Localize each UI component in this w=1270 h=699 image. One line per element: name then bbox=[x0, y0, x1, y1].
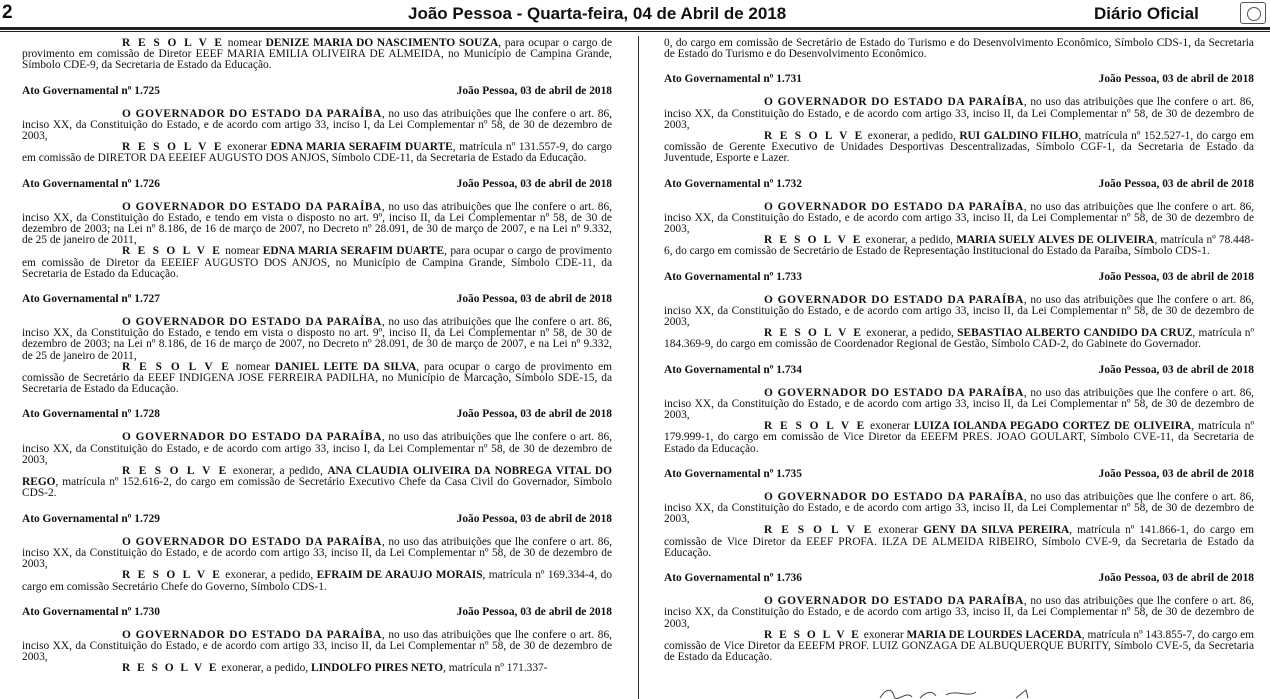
resolution-verb: exonerar bbox=[223, 141, 271, 154]
act-heading bbox=[664, 572, 1254, 584]
act-date: João Pessoa, 03 de abril de 2018 bbox=[456, 84, 612, 97]
person-name: EFRAIM DE ARAUJO MORAIS bbox=[316, 569, 483, 582]
person-name: EDNA MARIA SERAFIM DUARTE bbox=[262, 245, 445, 258]
resolution-verb: nomear bbox=[230, 360, 275, 373]
preamble-text: , no uso das atribuições que lhe confere o art. 86, inciso XX, da Constituição do Estado, e de acordo com artigo 33, inciso II, da Lei Complementar nº 58, de 30 de dezembro de 2003, bbox=[664, 96, 1254, 131]
person-name: SEBASTIAO ALBERTO CANDIDO DA CRUZ bbox=[957, 327, 1193, 340]
resolution-text: , matrícula nº 169.334-4, do cargo em comissão Secretário Chefe do Governo, Símbolo CDS-1. bbox=[22, 569, 613, 593]
act-1728 bbox=[22, 408, 612, 499]
act-number: Ato Governamental nº 1.731 bbox=[664, 73, 802, 86]
resolve-keyword: R E S O L V E bbox=[122, 245, 222, 258]
resolution-verb: exonerar bbox=[866, 420, 914, 433]
governor-heading: O GOVERNADOR DO ESTADO DA PARAÍBA bbox=[764, 96, 1024, 109]
act-resolution bbox=[22, 246, 612, 280]
governor-heading: O GOVERNADOR DO ESTADO DA PARAÍBA bbox=[122, 200, 382, 213]
governor-heading: O GOVERNADOR DO ESTADO DA PARAÍBA bbox=[122, 535, 382, 548]
act-resolution bbox=[664, 235, 1254, 257]
act-number: Ato Governamental nº 1.734 bbox=[664, 363, 802, 376]
act-heading bbox=[22, 85, 612, 97]
intro-text-2: , para ocupar o cargo de provimento em comissão de Diretor EEEF MARIA EMILIA OLIVEIRA DE ALMEIDA, no Município de Campina Grande, Símbolo CDE-9, da Secretaria de Estado da Educação. bbox=[22, 37, 612, 72]
act-resolution bbox=[664, 328, 1254, 350]
act-1730 bbox=[22, 606, 612, 675]
act-date: João Pessoa, 03 de abril de 2018 bbox=[1098, 363, 1254, 376]
column-divider bbox=[638, 36, 639, 699]
header-rule-thin bbox=[0, 31, 1270, 32]
person-name: MARIA DE LOURDES LACERDA bbox=[906, 628, 1082, 641]
act-number: Ato Governamental nº 1.728 bbox=[22, 408, 160, 421]
act-preamble bbox=[664, 295, 1254, 329]
person-name: EDNA MARIA SERAFIM DUARTE bbox=[270, 141, 453, 154]
act-date: João Pessoa, 03 de abril de 2018 bbox=[1098, 270, 1254, 283]
page-number: 2 bbox=[2, 2, 13, 23]
right-column bbox=[664, 38, 1254, 663]
governor-heading: O GOVERNADOR DO ESTADO DA PARAÍBA bbox=[764, 293, 1024, 306]
preamble-text: , no uso das atribuições que lhe confere o art. 86, inciso XX, da Constituição do Estado, e de acordo com artigo 33, inciso I, da Lei Complementar nº 58, de 30 de dezembro de 2003, bbox=[22, 431, 612, 466]
act-1729 bbox=[22, 513, 612, 593]
person-name: MARIA SUELY ALVES DE OLIVEIRA bbox=[956, 234, 1155, 247]
act-preamble bbox=[22, 432, 612, 466]
act-1735 bbox=[664, 468, 1254, 559]
act-heading bbox=[22, 293, 612, 305]
resolve-keyword: R E S O L V E bbox=[122, 569, 222, 582]
act-heading bbox=[22, 513, 612, 525]
act-1736 bbox=[664, 572, 1254, 663]
person-name: DENIZE MARIA DO NASCIMENTO SOUZA bbox=[265, 37, 499, 49]
act-number: Ato Governamental nº 1.727 bbox=[22, 293, 160, 306]
act-heading bbox=[664, 271, 1254, 283]
preamble-text: , no uso das atribuições que lhe confere o art. 86, inciso XX, da Constituição do Estado, e de acordo com artigo 33, inciso II, da Lei Complementar nº 58, de 30 de dezembro de 2003, bbox=[664, 293, 1254, 329]
resolution-verb: exonerar, a pedido, bbox=[218, 662, 312, 675]
resolve-keyword: R E S O L V E bbox=[764, 327, 863, 340]
act-preamble bbox=[22, 537, 612, 571]
act-number: Ato Governamental nº 1.735 bbox=[664, 467, 802, 480]
act-preamble bbox=[22, 202, 612, 247]
resolution-text: , matrícula nº 152.527-1, do cargo em comissão de Gerente Executivo de Unidades Desportivas Descentralizadas, Símbolo CGF-1, da Secretaria de Estado da Juventude, Esporte e Lazer. bbox=[664, 130, 1255, 165]
resolution-verb: exonerar, a pedido, bbox=[228, 465, 328, 478]
act-resolution bbox=[22, 362, 612, 396]
act-resolution bbox=[664, 131, 1254, 165]
act-resolution bbox=[22, 570, 612, 592]
act-date: João Pessoa, 03 de abril de 2018 bbox=[1098, 73, 1254, 86]
resolution-text: , matrícula nº 78.448-6, do cargo em comissão de Secretário de Estado de Representação Institucional do Estado da Paraíba, Símbolo CDS-1. bbox=[664, 234, 1255, 258]
act-date: João Pessoa, 03 de abril de 2018 bbox=[456, 512, 612, 525]
act-date: João Pessoa, 03 de abril de 2018 bbox=[1098, 177, 1254, 190]
act-resolution bbox=[664, 421, 1254, 455]
preamble-text: , no uso das atribuições que lhe confere o art. 86, inciso XX, da Constituição do Estado, e de acordo com artigo 33, inciso II, da Lei Complementar nº 58, de 30 de dezembro de 2003, bbox=[664, 200, 1254, 236]
person-name: GENY DA SILVA PEREIRA bbox=[923, 524, 1070, 537]
act-date: João Pessoa, 03 de abril de 2018 bbox=[456, 408, 612, 421]
act-resolution bbox=[22, 466, 612, 500]
intro-text-1: nomear bbox=[223, 37, 266, 49]
act-number: Ato Governamental nº 1.730 bbox=[22, 605, 160, 618]
governor-heading: O GOVERNADOR DO ESTADO DA PARAÍBA bbox=[122, 107, 382, 120]
act-1727 bbox=[22, 293, 612, 395]
resolve-keyword: R E S O L V E bbox=[122, 360, 231, 373]
preamble-text: , no uso das atribuições que lhe confere o art. 86, inciso XX, da Constituição do Estado, e tendo em vista o disposto no art. 9º, inciso II, da Lei Complementar nº 58, de 30 de dezembro de 2003; na Lei nº 8.186, de 16 de março de 2007, no Decreto nº 28.091, de 30 de março de 2007, e na Lei nº 9.332, de 25 de janeiro de 2011, bbox=[22, 316, 612, 362]
act-heading bbox=[664, 178, 1254, 190]
act-1733 bbox=[664, 271, 1254, 351]
left-column bbox=[22, 38, 612, 675]
act-1725 bbox=[22, 85, 612, 165]
act-preamble bbox=[664, 492, 1254, 526]
person-name: LINDOLFO PIRES NETO bbox=[311, 662, 444, 675]
resolution-text: , matrícula nº 141.866-1, do cargo em comissão de Vice Diretor da EEEF PROFA. ILZA DE ALMEIDA RIBEIRO, Símbolo CVE-9, da Secretaria de Estado da Educação. bbox=[664, 524, 1254, 559]
resolution-verb: exonerar bbox=[873, 524, 924, 537]
governor-heading: O GOVERNADOR DO ESTADO DA PARAÍBA bbox=[764, 386, 1024, 399]
person-name: RUI GALDINO FILHO bbox=[959, 130, 1079, 143]
act-resolution bbox=[22, 142, 612, 164]
resolution-text: , matrícula nº 131.557-9, do cargo em comissão de DIRETOR DA EEEIEF AUGUSTO DOS ANJOS, Símbolo CDE-11, da Secretaria de Estado da Educação. bbox=[22, 141, 612, 165]
governor-heading: O GOVERNADOR DO ESTADO DA PARAÍBA bbox=[122, 628, 382, 641]
resolution-verb: exonerar, a pedido, bbox=[864, 130, 960, 143]
state-seal-icon bbox=[1240, 2, 1266, 24]
act-preamble bbox=[664, 388, 1254, 422]
act-heading bbox=[22, 408, 612, 420]
act-number: Ato Governamental nº 1.725 bbox=[22, 84, 160, 97]
act-1732 bbox=[664, 178, 1254, 258]
resolution-text: , matrícula nº 184.369-9, do cargo em comissão de Coordenador Regional de Gestão, Símbolo CAD-2, do Gabinete do Governador. bbox=[664, 327, 1255, 351]
act-number: Ato Governamental nº 1.736 bbox=[664, 572, 802, 585]
preamble-text: , no uso das atribuições que lhe confere o art. 86, inciso XX, da Constituição do Estado, e de acordo com artigo 33, inciso II, da Lei Complementar nº 58, de 30 de dezembro de 2003, bbox=[664, 490, 1254, 526]
preamble-text: , no uso das atribuições que lhe confere o art. 86, inciso XX, da Constituição do Estado, e de acordo com artigo 33, inciso II, da Lei Complementar nº 58, de 30 de dezembro de 2003, bbox=[22, 628, 612, 664]
governor-heading: O GOVERNADOR DO ESTADO DA PARAÍBA bbox=[122, 316, 382, 329]
preamble-text: , no uso das atribuições que lhe confere o art. 86, inciso XX, da Constituição do Estado, e de acordo com artigo 33, inciso II, da Lei Complementar nº 58, de 30 de dezembro de 2003, bbox=[664, 386, 1254, 422]
resolve-keyword: R E S O L V E bbox=[122, 37, 224, 49]
act-resolution bbox=[664, 525, 1254, 559]
act-preamble bbox=[664, 202, 1254, 236]
intro-paragraph bbox=[22, 38, 612, 72]
preamble-text: , no uso das atribuições que lhe confere o art. 86, inciso XX, da Constituição do Estado, e de acordo com artigo 33, inciso II, da Lei Complementar nº 58, de 30 de dezembro de 2003, bbox=[664, 595, 1254, 630]
act-number: Ato Governamental nº 1.733 bbox=[664, 270, 802, 283]
resolution-text: , para ocupar o cargo de provimento em comissão de Diretor da EEEIEF AUGUSTO DOS ANJOS, no Município de Campina Grande, Símbolo CDE-11, da Secretaria de Estado da Educação. bbox=[22, 245, 612, 280]
act-number: Ato Governamental nº 1.729 bbox=[22, 512, 160, 525]
act-date: João Pessoa, 03 de abril de 2018 bbox=[456, 177, 612, 190]
act-preamble bbox=[664, 596, 1254, 630]
act-resolution bbox=[22, 663, 612, 674]
act-date: João Pessoa, 03 de abril de 2018 bbox=[456, 293, 612, 306]
resolve-keyword: R E S O L V E bbox=[122, 662, 219, 675]
resolution-verb: nomear bbox=[221, 245, 263, 258]
act-heading bbox=[664, 468, 1254, 480]
governor-heading: O GOVERNADOR DO ESTADO DA PARAÍBA bbox=[764, 200, 1024, 213]
resolve-keyword: R E S O L V E bbox=[122, 465, 229, 478]
resolve-keyword: R E S O L V E bbox=[764, 130, 865, 143]
resolution-verb: exonerar, a pedido, bbox=[221, 569, 317, 582]
publication-title: Diário Oficial bbox=[1094, 4, 1199, 23]
act-number: Ato Governamental nº 1.732 bbox=[664, 177, 802, 190]
governor-heading: O GOVERNADOR DO ESTADO DA PARAÍBA bbox=[764, 490, 1024, 503]
preamble-text: , no uso das atribuições que lhe confere o art. 86, inciso XX, da Constituição do Estado, e de acordo com artigo 33, inciso II, da Lei Complementar nº 58, de 30 de dezembro de 2003, bbox=[22, 535, 612, 571]
signature-mark bbox=[876, 686, 1046, 699]
act-preamble bbox=[22, 630, 612, 664]
act-heading bbox=[22, 178, 612, 190]
person-name: DANIEL LEITE DA SILVA bbox=[274, 360, 417, 373]
resolution-verb: exonerar bbox=[860, 628, 907, 641]
act-1731 bbox=[664, 73, 1254, 164]
resolution-verb: exonerar, a pedido, bbox=[862, 234, 957, 247]
person-name: LUIZA IOLANDA PEGADO CORTEZ DE OLIVEIRA bbox=[913, 420, 1192, 433]
page-header bbox=[0, 0, 1270, 30]
act-number: Ato Governamental nº 1.726 bbox=[22, 177, 160, 190]
act-preamble bbox=[664, 97, 1254, 131]
governor-heading: O GOVERNADOR DO ESTADO DA PARAÍBA bbox=[764, 595, 1024, 608]
resolution-text: , matrícula nº 143.855-7, do cargo em comissão de Vice Diretor da EEEFM PROF. LUIZ GONZAGA DE ALBUQUERQUE BURITY, Símbolo CVE-5, da Secretaria de Estado da Educação. bbox=[664, 628, 1255, 664]
resolve-keyword: R E S O L V E bbox=[764, 420, 867, 433]
issue-date: João Pessoa - Quarta-feira, 04 de Abril de 2018 bbox=[408, 4, 787, 23]
act-1726 bbox=[22, 178, 612, 280]
governor-heading: O GOVERNADOR DO ESTADO DA PARAÍBA bbox=[122, 431, 382, 444]
preamble-text: , no uso das atribuições que lhe confere o art. 86, inciso XX, da Constituição do Estado, e de acordo com artigo 33, inciso I, da Lei Complementar nº 58, de 30 de dezembro de 2003, bbox=[22, 107, 612, 143]
resolution-text: , matrícula nº 152.616-2, do cargo em comissão de Secretário Executivo Chefe da Casa Civil do Governador, Símbolo CDS-2. bbox=[22, 476, 612, 500]
resolution-text: , matrícula nº 171.337- bbox=[443, 662, 548, 675]
preamble-text: , no uso das atribuições que lhe confere o art. 86, inciso XX, da Constituição do Estado, e tendo em vista o disposto no art. 9º, inciso II, da Lei Complementar nº 58, de 30 de dezembro de 2003; na Lei nº 8.186, de 16 de março de 2007, no Decreto nº 28.091, de 30 de março de 2007, e na Lei nº 9.332, de 25 de janeiro de 2011, bbox=[22, 200, 612, 247]
header-rule bbox=[0, 27, 1270, 30]
act-date: João Pessoa, 03 de abril de 2018 bbox=[1098, 572, 1254, 585]
person-name: ANA CLAUDIA OLIVEIRA DA NOBREGA VITAL DO REGO bbox=[22, 465, 612, 489]
act-preamble bbox=[22, 109, 612, 143]
resolution-text: , matrícula nº 179.999-1, do cargo em comissão de Vice Diretor da EEEFM PRES. JOAO GOULART, Símbolo CVE-11, da Secretaria de Estado da Educação. bbox=[664, 420, 1254, 455]
resolve-keyword: R E S O L V E bbox=[764, 234, 863, 247]
act-heading bbox=[664, 73, 1254, 85]
act-heading bbox=[22, 606, 612, 618]
act-preamble bbox=[22, 317, 612, 362]
act-resolution bbox=[664, 630, 1254, 664]
resolution-text: , para ocupar o cargo de provimento em comissão de Secretário da EEEF INDIGENA JOSE FERREIRA PADILHA, no Município de Marcação, Símbolo SDE-15, da Secretaria de Estado da Educação. bbox=[22, 360, 613, 396]
act-1734 bbox=[664, 364, 1254, 455]
resolve-keyword: R E S O L V E bbox=[764, 628, 861, 641]
resolution-verb: exonerar, a pedido, bbox=[862, 327, 958, 340]
resolve-keyword: R E S O L V E bbox=[764, 524, 874, 537]
continued-paragraph: 0, do cargo em comissão de Secretário de Estado do Turismo e do Desenvolvimento Econômico, Símbolo CDS-1, da Secretaria de Estado do Turismo e do Desenvolvimento Econômico. bbox=[664, 37, 1254, 61]
act-date: João Pessoa, 03 de abril de 2018 bbox=[1098, 467, 1254, 480]
resolve-keyword: R E S O L V E bbox=[122, 141, 224, 154]
act-date: João Pessoa, 03 de abril de 2018 bbox=[456, 605, 612, 618]
act-heading bbox=[664, 364, 1254, 376]
